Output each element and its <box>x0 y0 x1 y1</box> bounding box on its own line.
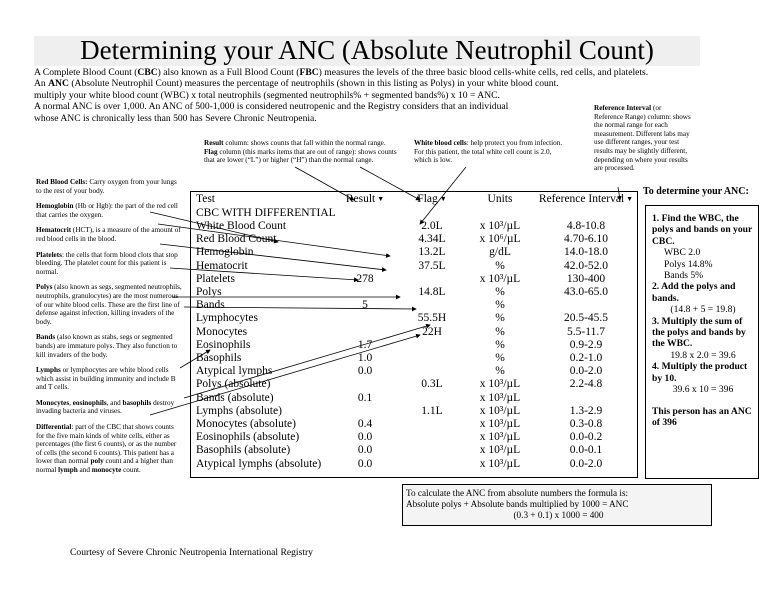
anc-wbc: WBC 2.0 <box>664 247 701 259</box>
cell-units: % <box>495 338 505 351</box>
note-red-blood-cells: Red Blood Cells: Carry oxygen from your lungs to the rest of your body. <box>36 178 177 195</box>
cell-ref: 14.0-18.0 <box>563 246 609 259</box>
cell-flag: 14.8L <box>418 286 446 298</box>
cell-units: x 10³/µL <box>479 431 521 444</box>
anc-step-1: 1. Find the WBC, the polys and bands on your CBC. <box>652 213 753 247</box>
header-reference: Reference Interval ▼ <box>538 193 634 205</box>
intro-line-2: An ANC (Absolute Neutrophil Count) measures the percentage of neutrophils (shown in this listing as Polys) in your white blood count. <box>34 78 559 90</box>
cell-flag: 22H <box>422 325 442 338</box>
anc-polys: Polys 14.8% <box>664 258 713 270</box>
anc-calc-3: 19.8 x 2.0 = 39.6 <box>670 349 736 361</box>
formula-line-2: Absolute polys + Absolute bands multiplied by 1000 = ANC <box>406 499 629 509</box>
cell-test: Polys <box>196 286 222 298</box>
arrow-bands <box>184 307 416 309</box>
cell-units: x 10³/µL <box>479 378 521 391</box>
cell-units: x 10³/µL <box>479 272 521 285</box>
anc-conclusion: This person has an ANC of 396 <box>652 405 752 428</box>
absolute-formula-box <box>402 484 712 526</box>
arrow-hematocrit <box>160 244 386 270</box>
cell-ref: 20.5-45.5 <box>563 312 609 325</box>
arrow-bands-left <box>180 350 210 368</box>
intro-line-1: A Complete Blood Count (CBC) also known as a Full Blood Count (FBC) measures the levels of the three basic blood cells-white cells, red cells, and platelets. <box>34 67 649 78</box>
cell-ref: 0.0-2.0 <box>569 365 603 378</box>
anc-bands: Bands 5% <box>664 270 704 282</box>
arrow-flag <box>360 167 420 200</box>
cell-test: Eosinophils <box>196 338 251 351</box>
cell-result: 1.0 <box>357 352 373 364</box>
arrow-reference <box>618 187 620 200</box>
note-monocytes: Monocytes, eosinophils, and basophils destroy invading bacteria and viruses. <box>36 398 175 416</box>
cell-test: Hematocrit <box>196 259 248 272</box>
cell-test: Atypical lymphs (absolute) <box>196 457 322 470</box>
cell-result: 0.4 <box>357 418 373 430</box>
cell-units: x 10³/µL <box>479 404 521 417</box>
arrow-hemoglobin <box>158 224 390 256</box>
anc-steps-box <box>645 205 759 479</box>
cell-ref: 0.0-0.2 <box>569 431 603 444</box>
header-flag: Flag ▼ <box>417 193 447 205</box>
cell-ref: 0.9-2.9 <box>569 338 603 351</box>
note-differential: Differential: part of the CBC that shows counts for the five main kinds of white cells, either as percentages (the first 6 counts), or as the number of cells (the second 6 counts). This patient has a lower than normal poly count and a higher than normal lymph and monocyte count. <box>36 423 177 475</box>
cell-ref: 2.2-4.8 <box>569 378 603 391</box>
cell-units: x 10³/µL <box>479 220 521 232</box>
page-title: Determining your ANC (Absolute Neutrophil Count) <box>80 35 654 65</box>
cell-ref: 1.3-2.9 <box>569 404 603 417</box>
sort-down-icon: ▼ <box>377 195 385 203</box>
header-test: Test <box>196 193 215 205</box>
cell-units: x 10³/µL <box>479 391 521 404</box>
cell-flag: 2.0L <box>421 220 443 232</box>
header-result: Result ▼ <box>345 193 385 205</box>
cell-result: 0.0 <box>357 457 373 470</box>
cell-ref: 130-400 <box>566 272 606 285</box>
anc-heading: To determine your ANC: <box>643 186 749 197</box>
cell-units: % <box>495 325 505 338</box>
arrow-result <box>295 167 354 200</box>
anc-step-3: 3. Multiply the sum of the polys and bands by the WBC. <box>652 315 746 350</box>
anc-calc-2: (14.8 + 5 = 19.8) <box>670 304 736 316</box>
cell-flag: 0.3L <box>421 378 443 391</box>
cell-result: 1.7 <box>357 338 373 351</box>
cell-units: x 10⁶/µL <box>479 233 521 246</box>
cell-units: % <box>495 286 505 298</box>
cell-test: Red Blood Count <box>196 233 277 246</box>
cell-units: % <box>495 312 505 325</box>
cell-units: x 10³/µL <box>479 444 521 457</box>
cell-test: Basophils <box>196 352 242 364</box>
note-hemoglobin: Hemoglobin (Hb or Hgb): the part of the red cell that carries the oxygen. <box>36 202 178 219</box>
cell-test: Hemoglobin <box>196 246 254 259</box>
arrow-platelets <box>170 268 358 280</box>
cell-units: % <box>495 259 505 272</box>
note-bands: Bands (also known as stabs, segs or segmented bands) are immature polys. They also function to kill invaders of the body. <box>36 333 178 359</box>
note-lymphs: Lymphs or lymphocytes are white blood cells which assist in building immunity and include B and T cells. <box>36 366 176 392</box>
cell-flag: 13.2L <box>418 246 446 259</box>
cell-test: Monocytes (absolute) <box>196 418 296 430</box>
cell-ref: 0.2-1.0 <box>569 352 603 364</box>
intro-line-4: A normal ANC is over 1,000. An ANC of 500-1,000 is considered neutropenic and the Registry considers that an individual <box>34 101 509 113</box>
cell-test: Bands <box>196 299 225 312</box>
cell-units: % <box>495 365 505 378</box>
cell-flag: 1.1L <box>421 404 443 417</box>
cell-ref: 5.5-11.7 <box>567 325 605 338</box>
anc-calc-4: 39.6 x 10 = 396 <box>672 384 734 396</box>
cell-test: White Blood Count <box>196 220 287 232</box>
cell-test: Atypical lymphs <box>196 365 273 378</box>
cell-result: 278 <box>356 272 374 285</box>
note-polys: Polys (also known as segs, segmented neutrophils, neutrophils, granulocytes) are the most numerous of our white blood cells. These are the first line of defense against infection, killing invaders of the body. <box>36 283 182 326</box>
cell-ref: 0.3-0.8 <box>569 418 603 430</box>
cell-result: 0.1 <box>357 391 373 404</box>
cell-test: Lymphs (absolute) <box>196 404 282 417</box>
sort-down-icon: ▼ <box>439 195 447 203</box>
cell-ref: 43.0-65.0 <box>563 286 609 298</box>
arrow-monocytes <box>150 335 420 415</box>
cell-result: 0.0 <box>357 444 373 457</box>
cell-units: x 10³/µL <box>479 457 521 470</box>
cell-flag: 37.5L <box>418 259 446 272</box>
credit-line: Courtesy of Severe Chronic Neutropenia International Registry <box>70 547 313 558</box>
anc-step-2: 2. Add the polys and bands. <box>652 281 736 304</box>
cell-ref: 0.0-2.0 <box>569 457 603 470</box>
white-blood-cells-note: White blood cells: help protect you from infection. For this patient, the total white cell count is 2.0, which is low. <box>414 139 563 165</box>
cell-ref: 0.0-0.1 <box>569 444 603 457</box>
arrow-wbc <box>420 167 466 224</box>
cell-flag: 55.5H <box>417 312 447 325</box>
formula-line-1: To calculate the ANC from absolute numbers the formula is: <box>406 488 629 498</box>
cell-test: Basophils (absolute) <box>196 444 291 457</box>
cell-result: 0.0 <box>357 365 373 378</box>
cell-result: 5 <box>362 299 368 312</box>
cell-ref: 4.8-10.8 <box>566 220 606 232</box>
header-units: Units <box>487 193 513 205</box>
cell-ref: 4.70-6.10 <box>563 233 609 246</box>
result-flag-note: Result column: shows counts that fall within the normal range. Flag column (this marks items that are out of range): shows counts that are lower (“L”) or higher (“H”) than the normal range. <box>204 139 397 165</box>
cell-units: g/dL <box>489 246 511 259</box>
note-platelets: Platelets: the cells that form blood clots that stop bleeding. The platelet count for this patient is normal. <box>36 250 178 276</box>
section-label: CBC WITH DIFFERENTIAL <box>196 207 336 219</box>
formula-line-3: (0.3 + 0.1) x 1000 = 400 <box>513 510 604 520</box>
cell-flag: 4.34L <box>418 233 446 246</box>
note-hematocrit: Hematocrit (HCT), is a measure of the amount of red blood cells in the blood. <box>36 226 181 243</box>
cell-units: % <box>495 299 505 312</box>
cell-test: Eosinophils (absolute) <box>196 431 300 444</box>
reference-interval-note: Reference Interval (or Reference Range) column: shows the normal range for each measurement. Different labs may use different ranges, your test results may be slightly different, depending on where your results are processed. <box>594 104 691 173</box>
cell-test: Platelets <box>196 272 235 285</box>
anc-step-4: 4. Multiply the product by 10. <box>652 361 748 384</box>
intro-line-5: whose ANC is chronically less than 500 has Severe Chronic Neutropenia. <box>34 112 317 124</box>
cell-test: Polys (absolute) <box>196 378 271 391</box>
cell-units: x 10³/µL <box>479 418 521 430</box>
intro-line-3: multiply your white blood count (WBC) x total neutrophils (segmented neutrophils% + segmented bands%) x 10 = ANC. <box>34 89 500 101</box>
sort-down-icon: ▼ <box>626 195 634 203</box>
cell-test: Monocytes <box>196 325 248 338</box>
cell-units: % <box>495 352 505 364</box>
cell-result: 0.0 <box>357 431 373 444</box>
cell-test: Bands (absolute) <box>196 391 274 404</box>
cell-test: Lymphocytes <box>196 312 258 325</box>
arrow-lymphs <box>184 325 430 398</box>
cell-ref: 42.0-52.0 <box>563 259 609 272</box>
